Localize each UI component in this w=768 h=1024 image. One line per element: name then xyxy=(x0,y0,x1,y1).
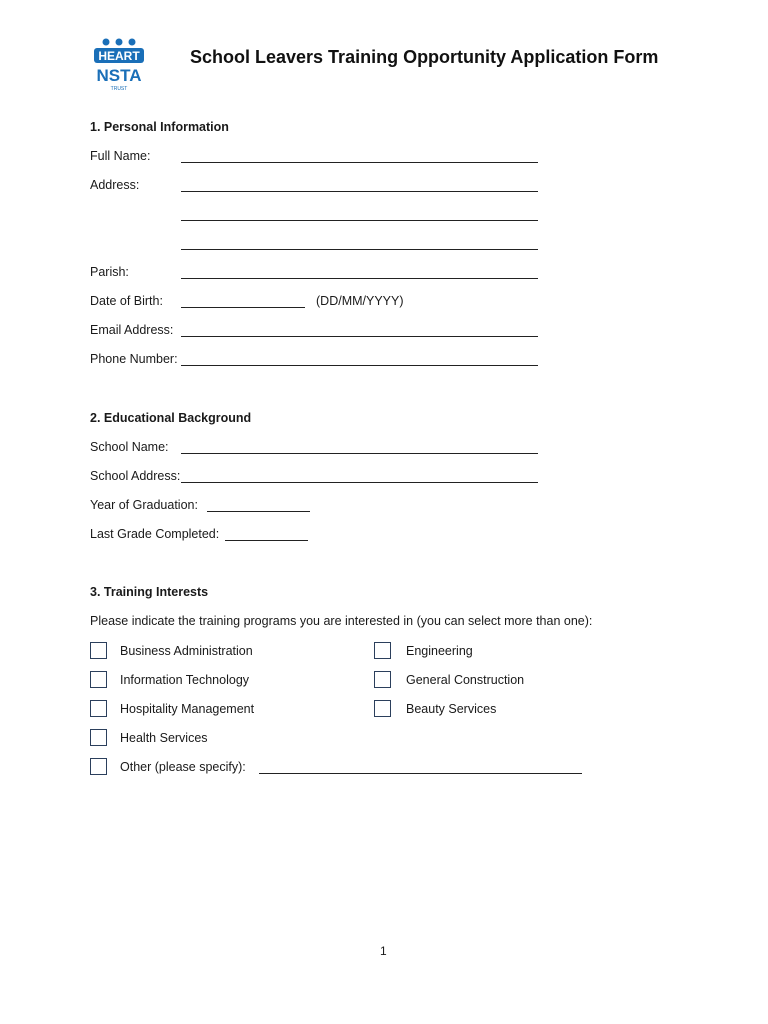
address-label: Address: xyxy=(90,178,140,192)
parish-field[interactable] xyxy=(181,278,538,279)
option-label-engineering: Engineering xyxy=(406,644,473,658)
logo-small-text: TRUST xyxy=(110,86,128,92)
checkbox-information-technology[interactable] xyxy=(90,671,107,688)
parish-label: Parish: xyxy=(90,265,129,279)
other-specify-field[interactable] xyxy=(259,773,582,774)
full-name-field[interactable] xyxy=(181,162,538,163)
address-field-line-2[interactable] xyxy=(181,220,538,221)
option-label-business-administration: Business Administration xyxy=(120,644,253,658)
address-field-line-3[interactable] xyxy=(181,249,538,250)
page-number: 1 xyxy=(380,944,387,958)
checkbox-engineering[interactable] xyxy=(374,642,391,659)
option-label-other: Other (please specify): xyxy=(120,760,246,774)
phone-label: Phone Number: xyxy=(90,352,178,366)
email-field[interactable] xyxy=(181,336,538,337)
checkbox-health-services[interactable] xyxy=(90,729,107,746)
education-heading: 2. Educational Background xyxy=(90,411,252,425)
full-name-label: Full Name: xyxy=(90,149,151,163)
training-instruction: Please indicate the training programs you are interested in (you can select more than one): xyxy=(90,614,593,628)
dob-field[interactable] xyxy=(181,307,305,308)
heart-nsta-logo xyxy=(92,38,146,92)
checkbox-business-administration[interactable] xyxy=(90,642,107,659)
school-name-label: School Name: xyxy=(90,440,169,454)
last-grade-field[interactable] xyxy=(225,540,308,541)
dob-format-hint: (DD/MM/YYYY) xyxy=(316,294,404,308)
logo-top-text: HEART xyxy=(98,49,140,63)
school-address-field[interactable] xyxy=(181,482,538,483)
checkbox-general-construction[interactable] xyxy=(374,671,391,688)
phone-field[interactable] xyxy=(181,365,538,366)
last-grade-label: Last Grade Completed: xyxy=(90,527,220,541)
checkbox-hospitality-management[interactable] xyxy=(90,700,107,717)
personal-info-heading: 1. Personal Information xyxy=(90,120,229,134)
logo-bottom-text: NSTA xyxy=(96,66,142,85)
option-label-beauty-services: Beauty Services xyxy=(406,702,497,716)
option-label-health-services: Health Services xyxy=(120,731,208,745)
year-graduation-label: Year of Graduation: xyxy=(90,498,198,512)
school-address-label: School Address: xyxy=(90,469,181,483)
checkbox-beauty-services[interactable] xyxy=(374,700,391,717)
email-label: Email Address: xyxy=(90,323,174,337)
checkbox-other[interactable] xyxy=(90,758,107,775)
dob-label: Date of Birth: xyxy=(90,294,163,308)
option-label-information-technology: Information Technology xyxy=(120,673,250,687)
address-field-line-1[interactable] xyxy=(181,191,538,192)
form-title: School Leavers Training Opportunity Application Form xyxy=(190,47,659,67)
year-graduation-field[interactable] xyxy=(207,511,310,512)
option-label-general-construction: General Construction xyxy=(406,673,525,687)
option-label-hospitality-management: Hospitality Management xyxy=(120,702,255,716)
school-name-field[interactable] xyxy=(181,453,538,454)
training-heading: 3. Training Interests xyxy=(90,585,209,599)
